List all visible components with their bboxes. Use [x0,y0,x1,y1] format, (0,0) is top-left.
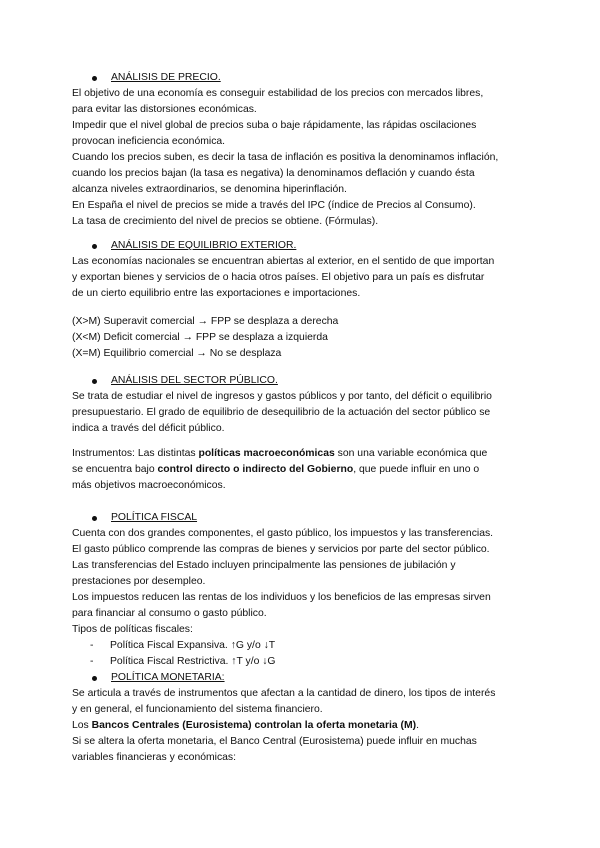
text-line: para evitar las distorsiones económicas. [72,104,257,115]
text-line: provocan ineficiencia económica. [72,136,226,147]
heading-sector-publico: ANÁLISIS DEL SECTOR PÚBLICO. [111,375,278,386]
text-line: prestaciones por desempleo. [72,576,206,587]
bullet-icon [92,516,97,521]
text-line: En España el nivel de precios se mide a través del IPC (índice de Precios al Consumo). [72,200,476,211]
section-heading [72,670,542,686]
text-line: y exportan bienes y servicios de o hacia otros países. El objetivo para un país es disfrutar [72,272,485,283]
text-line: más objetivos macroeconómicos. [72,480,226,491]
text-line: Se trata de estudiar el nivel de ingresos y gastos públicos y por tanto, del déficit o equilibrio [72,391,492,402]
section-fiscal [72,510,542,766]
section-equilibrio [72,238,542,302]
text-line: Se articula a través de instrumentos que afectan a la cantidad de dinero, los tipos de interés [72,688,496,699]
text-line: Cuando los precios suben, es decir la tasa de inflación es positiva la denominamos inflación, [72,152,499,163]
text-line: Instrumentos: Las distintas políticas macroeconómicas son una variable económica que [72,448,488,459]
balance-line: (X<M) Deficit comercial → FPP se desplaza a izquierda [72,332,328,343]
heading-monetaria: POLÍTICA MONETARIA: [111,672,225,683]
text-line: Los Bancos Centrales (Eurosistema) controlan la oferta monetaria (M). [72,720,420,731]
dash-marker: - [90,656,94,667]
heading-precio: ANÁLISIS DE PRECIO. [111,72,221,83]
text-line: indica a través del déficit público. [72,423,225,434]
bullet-icon [92,244,97,249]
bullet-icon [92,676,97,681]
text-line: para financiar al consumo o gasto público. [72,608,267,619]
list-item-text: Política Fiscal Restrictiva. ↑T y/o ↓G [110,656,276,667]
heading-equilibrio: ANÁLISIS DE EQUILIBRIO EXTERIOR. [111,240,297,251]
balance-line: (X=M) Equilibrio comercial → No se desplaza [72,348,282,359]
text-line: variables financieras y económicas: [72,752,237,763]
text-line: Tipos de políticas fiscales: [72,624,193,635]
text-line: El objetivo de una economía es conseguir estabilidad de los precios con mercados libres, [72,88,484,99]
text-line: Impedir que el nivel global de precios suba o baje rápidamente, las rápidas oscilaciones [72,120,477,131]
text-line: cuando los precios bajan (la tasa es negativa) la denominamos deflación y cuando ésta [72,168,475,179]
list-item [72,654,542,670]
text-line: alcanza niveles extraordinarios, se denomina hiperinflación. [72,184,347,195]
text-line: Las economías nacionales se encuentran abiertas al exterior, en el sentido de que importan [72,256,495,267]
balance-line: (X>M) Superavit comercial → FPP se desplaza a derecha [72,316,339,327]
section-heading [72,510,542,526]
text-line: El gasto público comprende las compras de bienes y servicios por parte del sector público. [72,544,490,555]
text-line: Los impuestos reducen las rentas de los individuos y los beneficios de las empresas sirven [72,592,491,603]
text-line: y en general, el funcionamiento del sistema financiero. [72,704,323,715]
dash-marker: - [90,640,94,651]
text-line: La tasa de crecimiento del nivel de precios se obtiene. (Fórmulas). [72,216,379,227]
section-sector-publico [72,373,542,437]
section-heading [72,70,542,86]
text-line: Cuenta con dos grandes componentes, el gasto público, los impuestos y las transferencias. [72,528,494,539]
text-line: Las transferencias del Estado incluyen principalmente las pensiones de jubilación y [72,560,456,571]
list-item [72,638,542,654]
balance-list [72,314,542,362]
bullet-icon [92,379,97,384]
section-heading [72,238,542,254]
heading-fiscal: POLÍTICA FISCAL [111,512,198,523]
instrumentos-paragraph [72,446,542,494]
text-line: Si se altera la oferta monetaria, el Banco Central (Eurosistema) puede influir en muchas [72,736,477,747]
text-line: se encuentra bajo control directo o indirecto del Gobierno, que puede influir en uno o [72,464,480,475]
bullet-icon [92,76,97,81]
text-line: de un cierto equilibrio entre las exportaciones e importaciones. [72,288,361,299]
section-heading [72,373,542,389]
text-line: presupuestario. El grado de equilibrio de desequilibrio de la actuación del sector público se [72,407,491,418]
list-item-text: Política Fiscal Expansiva. ↑G y/o ↓T [110,640,276,651]
section-precio [72,70,542,230]
